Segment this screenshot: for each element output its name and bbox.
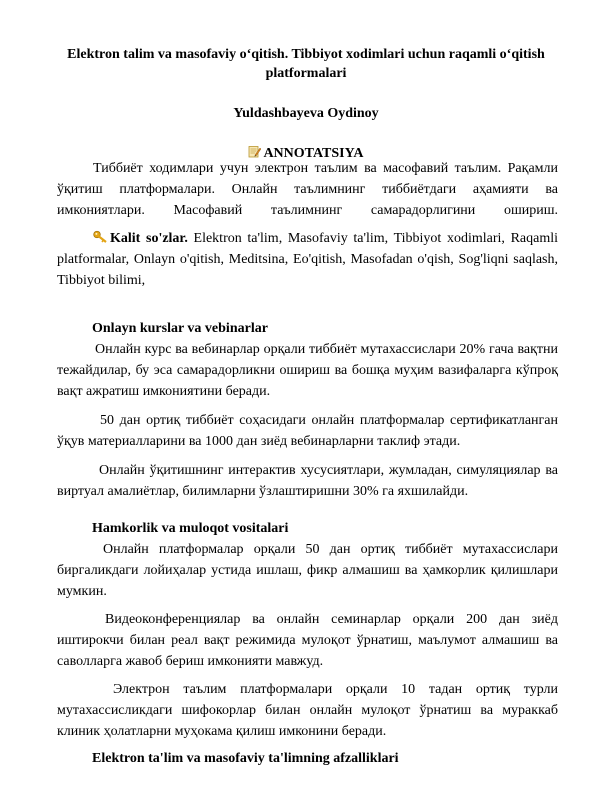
section1-paragraph-2: [57, 410, 558, 452]
keywords-paragraph: [57, 228, 558, 291]
keywords-label: Kalit so'zlar.: [110, 231, 188, 246]
annotation-heading-text: ANNOTATSIYA: [263, 146, 364, 161]
keywords-text: Elektron ta'lim, Masofaviy ta'lim, Tibbiyot xodimlari, Raqamli: [193, 231, 558, 246]
section-heading-online-courses: Onlayn kurslar va vebinarlar: [92, 321, 268, 336]
paragraph-line: иштирокчи билан реал вақт режимида мулоқот ўрнатиш, маълумот алмашиш ва: [57, 633, 558, 648]
paragraph-line: мутахассисликдаги шифокорлар билан онлайн мулоқот ўрнатиш ва мураккаб: [57, 703, 558, 718]
section1-paragraph-1: [57, 339, 558, 402]
paragraph-line: биргаликдаги лойиҳалар устида ишлаш, фикр алмашиш ва ҳамкорлик қилишлари: [57, 563, 558, 578]
title-line-2: platformalari: [265, 66, 347, 81]
paragraph-line: Электрон таълим платформалари орқали 10 тадан ортиқ турли: [113, 682, 558, 697]
annotation-paragraph: [57, 158, 558, 221]
paragraph-line: Видеоконференциялар ва онлайн семинарлар орқали 200 дан зиёд: [105, 612, 558, 627]
annotation-line: ўқитиш платформалари. Онлайн таълимнинг тиббиётдаги аҳамияти ва: [57, 182, 558, 197]
paragraph-line: вақт ажратиш имкониятини беради.: [57, 384, 271, 399]
key-icon: [93, 229, 108, 242]
paragraph-line: клиник ҳолатларни муҳокама қилиш имконини беради.: [57, 724, 387, 739]
section2-paragraph-2: [57, 609, 558, 672]
title-line-1: Elektron talim va masofaviy o‘qitish. Tibbiyot xodimlari uchun raqamli o‘qitish: [67, 47, 545, 62]
paper-title: [60, 45, 552, 83]
keywords-line-1: [57, 228, 558, 249]
paragraph-line: Онлайн курс ва вебинарлар орқали тиббиёт мутахассислари 20% гача вақтни: [95, 342, 558, 357]
annotation-line: имкониятлари. Масофавий таълимнинг самарадорлигини ошириш.: [57, 203, 558, 218]
section-heading-advantages: Elektron ta'lim va masofaviy ta'limning afzalliklari: [92, 751, 399, 766]
section-heading-collaboration: Hamkorlik va muloqot vositalari: [92, 521, 289, 536]
paragraph-line: ўқув материалларини ва 1000 дан зиёд вебинарларни таклиф этади.: [57, 434, 461, 449]
paragraph-line: саволларга жавоб бериш имконияти мавжуд.: [57, 654, 324, 669]
paragraph-line: 50 дан ортиқ тиббиёт соҳасидаги онлайн платформалар сертификатланган: [100, 413, 558, 428]
section2-paragraph-3: [57, 679, 558, 742]
section2-paragraph-1: [57, 539, 558, 602]
paragraph-line: Онлайн платформалар орқали 50 дан ортиқ тиббиёт мутахассислари: [103, 542, 558, 557]
paragraph-line: мумкин.: [57, 584, 107, 599]
author-name: Yuldashbayeva Oydinoy: [233, 106, 379, 121]
section1-paragraph-3: [57, 460, 558, 502]
annotation-line: Тиббиёт ходимлари учун электрон таълим ва масофавий таълим. Рақамли: [93, 161, 558, 176]
paragraph-line: виртуал амалиётлар, билимларни ўзлаштиришни 30% га яхшилайди.: [57, 484, 469, 499]
paragraph-line: тежайдилар, бу эса самарадорликни ошириш ва бошқа муҳим вазифаларга кўпроқ: [57, 363, 558, 378]
keywords-line-2: platformalar, Onlayn o'qitish, Meditsina, Eo'qitish, Masofadan o'qish, Sog'liqni saqlash,: [57, 252, 558, 267]
memo-pencil-icon: [248, 145, 261, 158]
paragraph-line: Онлайн ўқитишнинг интерактив хусусиятлари, жумладан, симуляциялар ва: [99, 463, 558, 478]
keywords-line-3: Tibbiyot bilimi,: [57, 273, 146, 288]
